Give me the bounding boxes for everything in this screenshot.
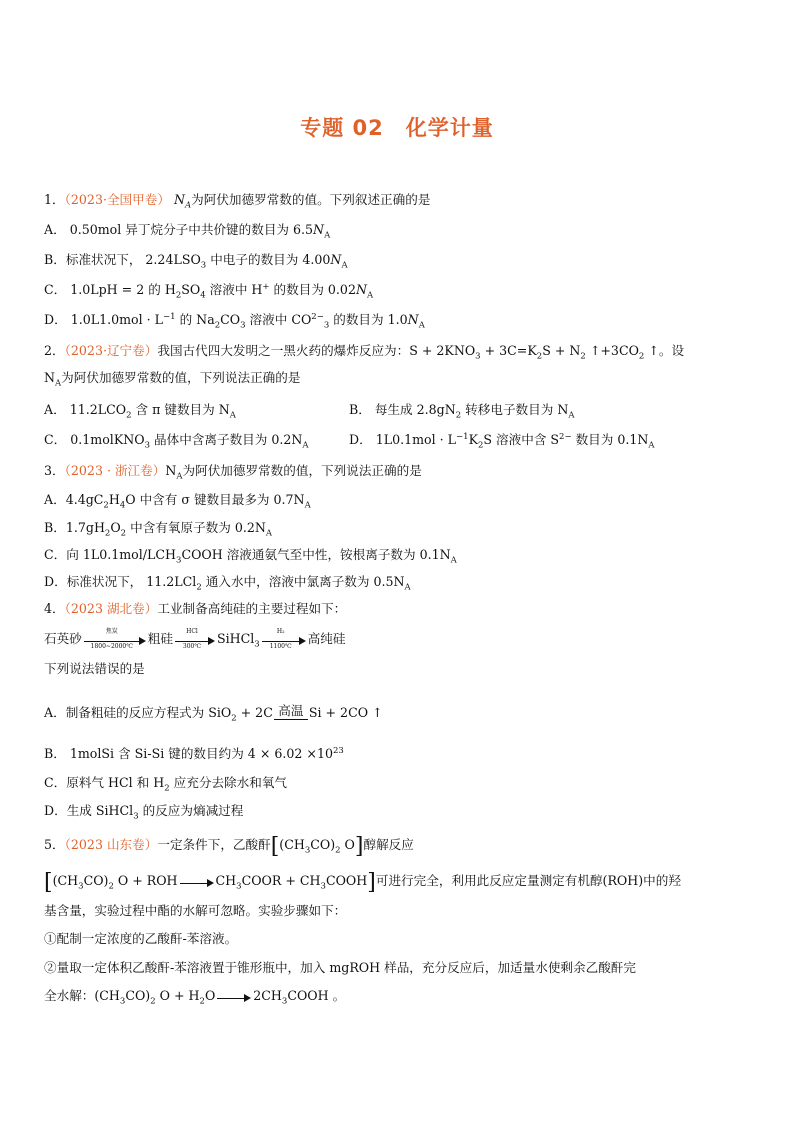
q4-stem: 4．（2023 湖北卷）工业制备高纯硅的主要过程如下：	[44, 601, 347, 616]
q2-source: （2023·辽宁卷）	[64, 343, 158, 358]
arrow-icon: HCl 300℃	[175, 633, 215, 647]
q3-option-a: A．$4.4gC_2H_4O$ 中含有 σ 键数目最多为 $0.7N_A$	[44, 492, 311, 511]
q4-source: （2023 湖北卷）	[64, 601, 158, 616]
q5-equation-line: [$(CH_3CO)_2$ O + ROH $CH_3COOR$ + $CH_3COOH$]可进行完全，利用此反应定量测定有机醇(ROH)中的羟	[44, 870, 681, 895]
q3-option-b: B．$1.7gH_2O_2$ 中含有氧原子数为 $0.2N_A$	[44, 520, 273, 539]
q1-option-d: D． $1.0L1.0mol \cdot L^{-1}$ 的 $Na_2CO_3$ 溶液中 $CO^{2-}_3$ 的数目为 $1.0N_A$	[44, 311, 425, 331]
q1-option-c: C． 1.0LpH = 2 的 $H_2SO_4$ 溶液中 H+ 的数目为 $0.02N_A$	[44, 281, 374, 301]
q4-option-c: C．原料气 HCl 和 $H_2$ 应充分去除水和氧气	[44, 775, 288, 794]
q5-source: （2023 山东卷）	[64, 837, 158, 852]
arrow-icon: 焦炭 1800~2000℃	[84, 633, 146, 647]
q2-stem-line2: $N_A$为阿伏加德罗常数的值，下列说法正确的是	[44, 370, 301, 389]
q1-option-b: B．标准状况下， $2.24LSO_3$ 中电子的数目为 $4.00N_A$	[44, 252, 348, 271]
q4-process-flow: 石英砂 焦炭 1800~2000℃ 粗硅 HCl 300℃ SiHCl$_3$ $\frac{\text{H₂}}{1100℃}$ 高纯硅	[44, 627, 346, 650]
q2-stem: 2．（2023·辽宁卷）我国古代四大发明之一黑火药的爆炸反应为：$S + 2KNO_3 + 3C=K_2S + N_2$ $↑+3CO_2$ ↑。设	[44, 343, 685, 362]
q2-option-a: A． $11.2LCO_2$ 含 π 键数目为 $N_A$	[44, 402, 236, 421]
q3-option-c: C．向 $1L0.1mol/LCH_3COOH$ 溶液通氨气至中性，铵根离子数为 $0.1N_A$	[44, 547, 457, 566]
q3-source: （2023 · 浙江卷）	[64, 463, 166, 478]
q4-ask: 下列说法错误的是	[44, 661, 145, 676]
q5-stem-line3: 基含量，实验过程中酯的水解可忽略。实验步骤如下：	[44, 903, 347, 918]
q2-options-ab	[44, 401, 750, 419]
q5-step-2-cont: 全水解：$(CH_3CO)_2$ $O + H_2O$ $2CH_3COOH$ 。	[44, 988, 346, 1007]
q4-option-b: B． 1molSi 含 Si-Si 键的数目约为 $4 \times 6.02 \times 10^{23}$	[44, 745, 344, 761]
arrow-icon	[217, 990, 251, 1004]
q3-option-d: D．标准状况下， 11.2LCl$_2$ 通入水中，溶液中氯离子数为 $0.5N_A$	[44, 574, 411, 593]
q3-stem: 3．（2023 · 浙江卷）$N_A$为阿伏加德罗常数的值，下列说法正确的是	[44, 463, 422, 482]
q5-stem: 5．（2023 山东卷）一定条件下，乙酸酐[$(CH_3CO)_2$ O]醇解反应	[44, 834, 414, 859]
page-title	[0, 112, 794, 142]
q2-option-c: C． 0.1molKNO$_3$ 晶体中含离子数目为 $0.2N_A$	[44, 432, 309, 451]
q5-step-1: ①配制一定浓度的乙酸酐-苯溶液。	[44, 931, 238, 946]
arrow-icon: $\frac{\text{H₂}}{1100℃}$	[262, 633, 306, 647]
q1-option-a: A． 0.50mol 异丁烷分子中共价键的数目为 $6.5N_A$	[44, 222, 331, 241]
title-topic-name: 化学计量	[405, 116, 494, 140]
q5-step-2: ②量取一定体积乙酸酐-苯溶液置于锥形瓶中，加入 mgROH 样品，充分反应后，加适量水使剩余乙酸酐完	[44, 960, 636, 975]
arrow-icon	[180, 875, 214, 889]
q1-source: （2023·全国甲卷）	[64, 192, 170, 207]
q2-options-cd	[44, 431, 750, 449]
title-topic-number: 专题 02	[300, 116, 384, 140]
q4-option-a: A．制备粗硅的反应方程式为 SiO$_2$ + 2C 高温 Si + 2CO ↑	[44, 703, 383, 724]
q2-option-d: D． $1L0.1mol \cdot L^{-1}K_2S$ 溶液中含 $S^{2-}$ 数目为 $0.1N_A$	[349, 431, 655, 451]
q4-option-d: D．生成 SiHCl$_3$ 的反应为熵减过程	[44, 803, 244, 822]
q2-option-b: B． 每生成 $2.8gN_2$ 转移电子数目为 $N_A$	[349, 402, 575, 421]
q1-stem: 1．（2023·全国甲卷） $N_A$为阿伏加德罗常数的值。下列叙述正确的是	[44, 192, 431, 211]
